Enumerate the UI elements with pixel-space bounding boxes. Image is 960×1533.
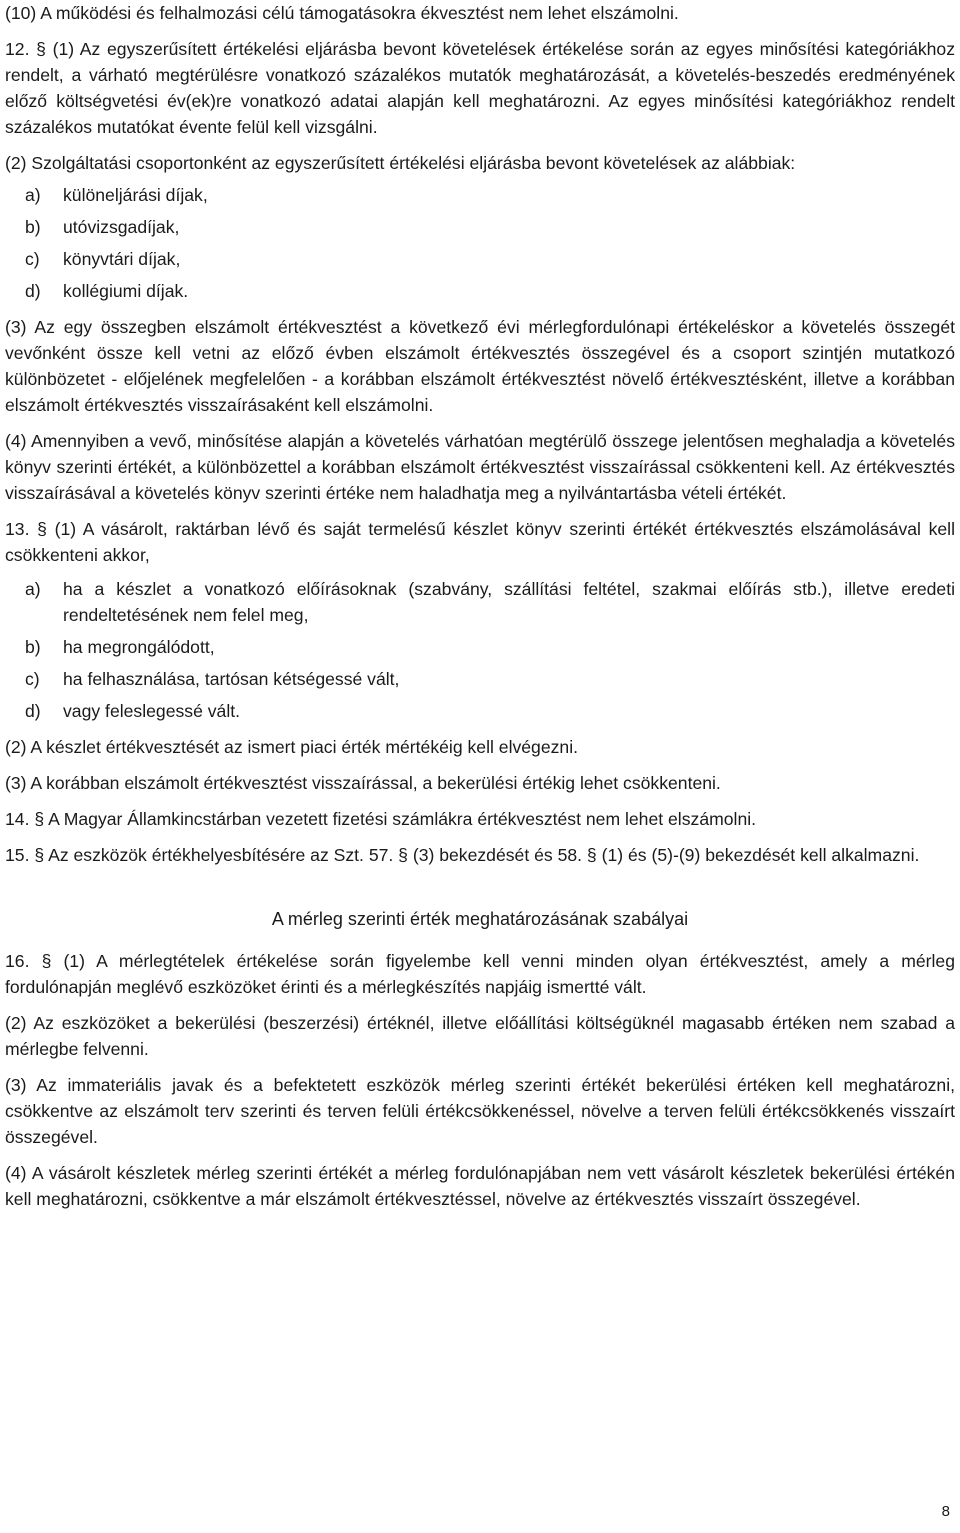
section-15 xyxy=(5,842,955,868)
section-15-number: 15. xyxy=(5,845,30,865)
list-item-text: utóvizsgadíjak, xyxy=(63,217,180,237)
list-item-text: ha a készlet a vonatkozó előírásoknak (szabvány, szállítási feltétel, szakmai előírás stb.), illetve eredeti rendeltetésének nem felel meg, xyxy=(63,579,955,625)
section-13-para-3: (3) A korábban elszámolt értékvesztést visszaírással, a bekerülési értékig lehet csökkenteni. xyxy=(5,773,721,793)
list-item xyxy=(5,576,955,628)
section-12-para-4: (4) Amennyiben a vevő, minősítése alapján a követelés várhatóan megtérülő összege jelentősen meghaladja a követelés könyv szerinti értékét, a különbözettel a korábban elszámolt értékvesztést visszaírással csökkenteni kell. Az értékvesztés visszaírásával a követelés könyv szerinti értéke nem haladhatja meg a nyilvántartásba vételi értékét. xyxy=(5,431,955,503)
section-14-text: A Magyar Államkincstárban vezetett fizetési számlákra értékvesztést nem lehet elszámolni. xyxy=(48,809,757,829)
section-16-number: 16. xyxy=(5,951,30,971)
section-16-para-1 xyxy=(5,948,955,1000)
paragraph-11-10: (10) A működési és felhalmozási célú támogatásokra ékvesztést nem lehet elszámolni. xyxy=(5,3,679,23)
section-12-para-3: (3) Az egy összegben elszámolt értékvesztést a következő évi mérlegfordulónapi értékeléskor a követelés összegét vevőnként össze kell vetni az előző évben elszámolt értékvesztés összegével és a csoport szintjén mutatkozó különbözetet - előjelének megfelelően - a korábban elszámolt értékvesztést növelő értékvesztésként, illetve a korábban elszámolt értékvesztés visszaírásaként kell elszámolni. xyxy=(5,317,955,415)
section-14-number: 14. xyxy=(5,809,30,829)
list-item-marker: a) xyxy=(25,579,41,599)
list-item xyxy=(5,246,955,272)
list-item-marker: b) xyxy=(25,637,41,657)
section-14 xyxy=(5,806,955,832)
list-item xyxy=(5,214,955,240)
page-number: 8 xyxy=(941,1503,950,1520)
section-sign-icon: § xyxy=(36,39,46,59)
section-15-text: Az eszközök értékhelyesbítésére az Szt. 57. § (3) bekezdését és 58. § (1) és (5)-(9) bekezdését kell alkalmazni. xyxy=(48,845,920,865)
list-item-marker: c) xyxy=(25,249,40,269)
list-item-marker: d) xyxy=(25,281,41,301)
section-sign-icon: § xyxy=(37,519,47,539)
section-16-para-4: (4) A vásárolt készletek mérleg szerinti értékét a mérleg fordulónapjában nem vett vásárolt készletek bekerülési értékén kell meghatározni, csökkentve a már elszámolt értékvesztéssel, növelve az értékvesztés visszaírt összegével. xyxy=(5,1163,955,1209)
list-item xyxy=(5,278,955,304)
section-16-para-1-text: (1) A mérlegtételek értékelése során figyelembe kell venni minden olyan értékvesztést, amely a mérleg fordulónapján meglévő eszközöket érinti és a mérlegkészítés napjáig ismertté vált. xyxy=(5,951,955,997)
section-12-list xyxy=(5,182,955,304)
list-item-text: különeljárási díjak, xyxy=(63,185,208,205)
list-item-marker: c) xyxy=(25,669,40,689)
list-item-text: vagy feleslegessé vált. xyxy=(63,701,241,721)
section-sign-icon: § xyxy=(41,951,52,971)
list-item-marker: a) xyxy=(25,185,41,205)
section-13-number: 13. xyxy=(5,519,30,539)
list-item-marker: b) xyxy=(25,217,41,237)
section-heading: A mérleg szerinti érték meghatározásának szabályai xyxy=(271,909,689,929)
section-13-list xyxy=(5,576,955,724)
section-sign-icon: § xyxy=(34,809,45,829)
section-12-para-2: (2) Szolgáltatási csoportonként az egyszerűsített értékelési eljárásba bevont követelések az alábbiak: xyxy=(5,153,796,173)
list-item-text: ha megrongálódott, xyxy=(63,637,215,657)
list-item-text: ha felhasználása, tartósan kétségessé vált, xyxy=(63,669,400,689)
section-13-para-2: (2) A készlet értékvesztését az ismert piaci érték mértékéig kell elvégezni. xyxy=(5,737,579,757)
list-item xyxy=(5,666,955,692)
section-16-para-2: (2) Az eszközöket a bekerülési (beszerzési) értéknél, illetve előállítási költségüknél magasabb értéken nem szabad a mérlegbe felvenni. xyxy=(5,1013,955,1059)
section-sign-icon: § xyxy=(34,845,45,865)
section-13-para-1-text: (1) A vásárolt, raktárban lévő és saját termelésű készlet könyv szerinti értékét értékvesztés elszámolásával kell csökkenteni akkor, xyxy=(5,519,956,565)
section-16-para-3: (3) Az immateriális javak és a befektetett eszközök mérleg szerinti értékét bekerülési értéken kell meghatározni, csökkentve az elszámolt terv szerinti és terven felüli értékcsökkenéssel, növelve a terven felüli értékcsökkenés visszaírt összegével. xyxy=(5,1075,955,1147)
list-item-text: kollégiumi díjak. xyxy=(63,281,189,301)
list-item xyxy=(5,634,955,660)
section-12-number: 12. xyxy=(5,39,30,59)
list-item xyxy=(5,698,955,724)
list-item-text: könyvtári díjak, xyxy=(63,249,181,269)
document-page xyxy=(5,0,955,1222)
section-12-para-1 xyxy=(5,36,955,140)
section-12-para-1-text: (1) Az egyszerűsített értékelési eljárásba bevont követelések értékelése során az egyes minősítési kategóriákhoz rendelt, a várható megtérülésre vonatkozó százalékos mutatók meghatározását, a követelés-beszedés eredményének előző költségvetési év(ek)re vonatkozó adatai alapján kell meghatározni. Az egyes minősítési kategóriákhoz rendelt százalékos mutatókat évente felül kell vizsgálni. xyxy=(5,39,956,137)
list-item xyxy=(5,182,955,208)
list-item-marker: d) xyxy=(25,701,41,721)
section-13-para-1 xyxy=(5,516,955,568)
